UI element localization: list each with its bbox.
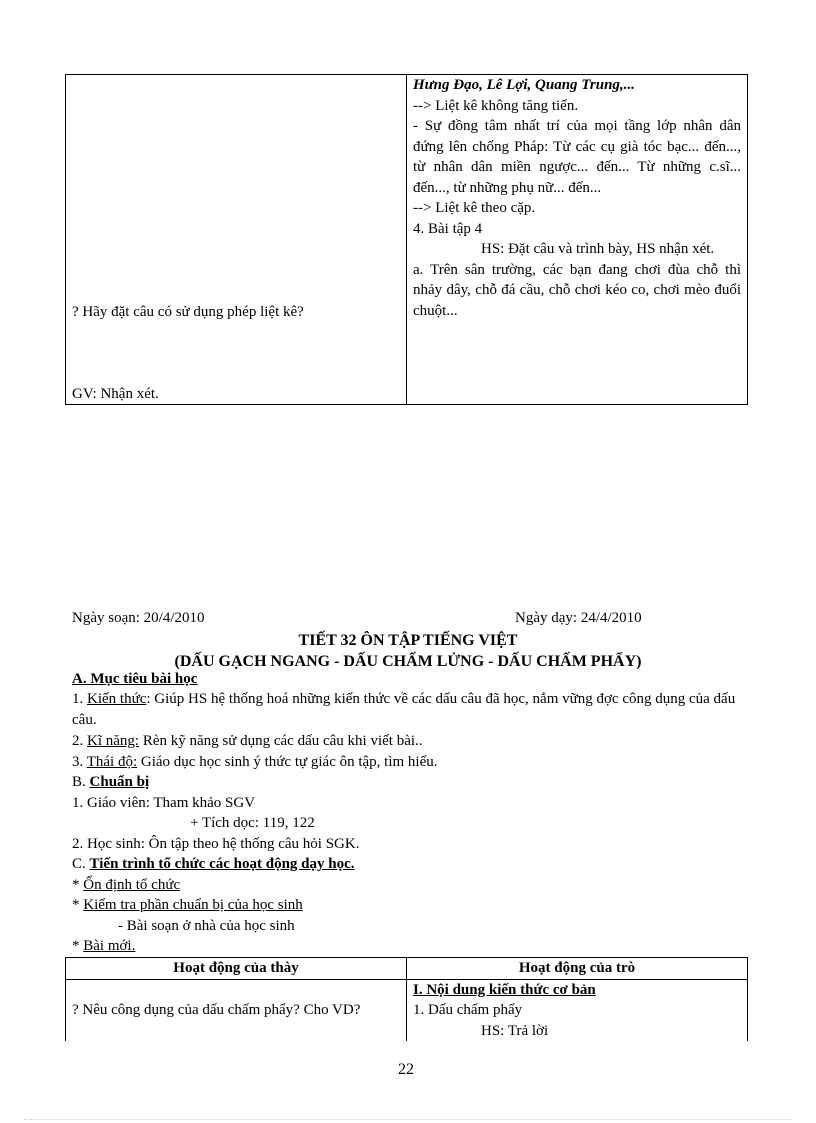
bullet: * — [72, 877, 84, 893]
student-task: HS: Đặt câu và trình bày, HS nhận xét. — [481, 241, 715, 257]
item-text: Rèn kỹ năng sử dụng các dấu câu khi viết bài.. — [139, 733, 423, 749]
objective-skill — [72, 731, 423, 752]
section-title: Tiến trình tổ chức các hoạt động dạy học. — [89, 856, 355, 872]
prep-student: 2. Học sinh: Ôn tập theo hệ thống câu hỏi SGK. — [72, 836, 360, 852]
column-header-teacher: Hoạt động của thày — [66, 958, 407, 980]
step-new-lesson — [72, 936, 135, 957]
item-number: 1. — [72, 691, 87, 707]
list-note: --> Liệt kê theo cặp. — [413, 200, 536, 216]
section-b-heading — [72, 772, 149, 793]
objective-attitude — [72, 752, 438, 773]
list-note: --> Liệt kê không tăng tiến. — [413, 97, 579, 114]
teacher-column-cell — [66, 75, 407, 405]
section-a-heading: A. Mục tiêu bài học — [72, 671, 198, 687]
step-organization — [72, 875, 180, 896]
objective-knowledge — [72, 689, 742, 730]
step-text: Ổn định tổ chức — [83, 877, 181, 893]
student-answer-cell — [407, 979, 748, 1041]
item-text: : Giúp HS hệ thống hoá những kiến thức về các dấu câu đã học, nắm vững đợc công dụng của dấu câu. — [72, 691, 736, 728]
example-paragraph: - Sự đồng tâm nhất trí của mọi tầng lớp nhân dân đứng lên chống Pháp: Từ các cụ già tóc bạc... đến..., từ nhân dân miền ngược... đến... Từ những c.sĩ... đến..., từ những phụ nữ... đến... — [413, 118, 741, 196]
item-number: 3. — [72, 754, 87, 770]
bullet: * — [72, 897, 84, 913]
step-check-prep — [72, 895, 303, 916]
teacher-comment: GV: Nhận xét. — [72, 386, 159, 402]
teacher-question-cell — [66, 979, 407, 1041]
student-response: HS: Trả lời — [481, 1022, 549, 1039]
section-prefix: B. — [72, 774, 90, 790]
step-homework: - Bài soạn ở nhà của học sinh — [118, 918, 295, 934]
activity-table — [65, 957, 748, 1041]
section-c-heading — [72, 854, 355, 875]
answer-paragraph: a. Trên sân trường, các bạn đang chơi đùa chỗ thì nhảy dây, chỗ đá cầu, chỗ chơi kéo co, chơi mèo đuổi chuột... — [413, 261, 741, 319]
exercise-heading: 4. Bài tập 4 — [413, 220, 483, 237]
column-header-student: Hoạt động của trò — [407, 958, 748, 980]
lesson-teach-date: Ngày dạy: 24/4/2010 — [515, 610, 642, 626]
section-prefix: C. — [72, 856, 90, 872]
page-number: 22 — [398, 1061, 414, 1078]
student-column-cell — [407, 75, 748, 405]
page-edge-divider — [24, 1119, 792, 1120]
teacher-question: ? Nêu công dụng của dấu chấm phẩy? Cho VD? — [72, 1001, 361, 1018]
step-text: Kiểm tra phần chuẩn bị của học sinh — [83, 897, 303, 913]
lesson-subtitle: (DẤU GẠCH NGANG - DẤU CHẤM LỬNG - DẤU CHẤM PHẨY) — [174, 653, 642, 670]
section-title: Chuẩn bị — [89, 774, 150, 790]
lesson-title: TIẾT 32 ÔN TẬP TIẾNG VIỆT — [298, 632, 518, 649]
lesson-prep-date: Ngày soạn: 20/4/2010 — [72, 610, 205, 626]
bullet: * — [72, 938, 84, 954]
step-text: Bài mới. — [83, 938, 136, 954]
item-number: 2. — [72, 733, 87, 749]
content-item: 1. Dấu chấm phẩy — [413, 1002, 523, 1018]
activity-table-continued — [65, 74, 748, 405]
item-label: Kĩ năng: — [87, 733, 140, 749]
item-label: Kiến thức — [87, 691, 147, 707]
item-text: Giáo dục học sinh ý thức tự giác ôn tập, tìm hiểu. — [137, 754, 438, 770]
question-text: ? Hãy đặt câu có sử dụng phép liệt kê? — [72, 304, 304, 320]
prep-teacher: 1. Giáo viên: Tham khảo SGV — [72, 795, 256, 811]
list-example-names: Hưng Đạo, Lê Lợi, Quang Trung,... — [413, 77, 635, 93]
item-label: Thái độ: — [86, 754, 138, 770]
content-heading: I. Nội dung kiến thức cơ bản — [413, 981, 596, 998]
prep-reference: + Tích dọc: 119, 122 — [190, 815, 315, 831]
